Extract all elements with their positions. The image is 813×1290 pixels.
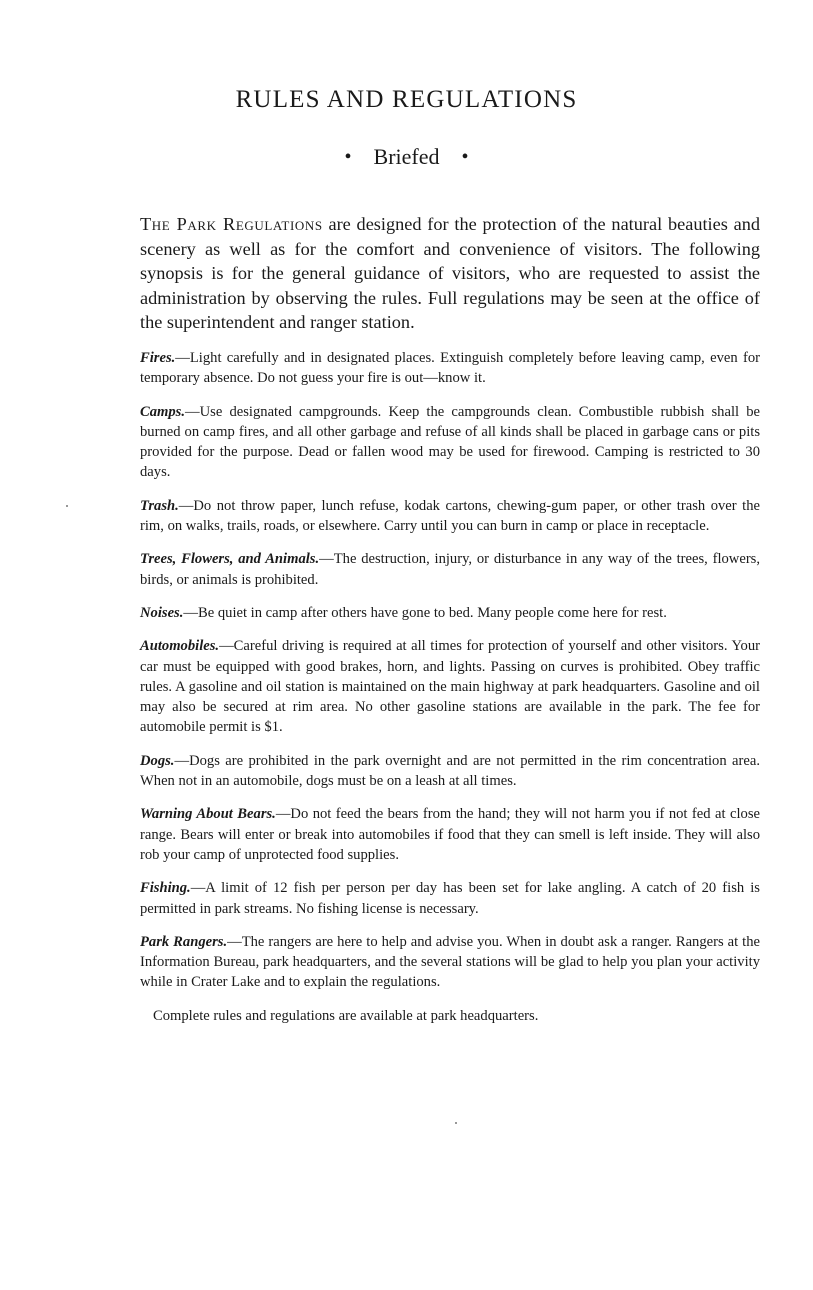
scan-speck	[66, 505, 68, 507]
page-subtitle	[0, 144, 813, 170]
rule-text: —A limit of 12 fish per person per day has been set for lake angling. A catch of 20 fish is permitted in park streams. No fishing license is necessary.	[140, 880, 760, 917]
rule-text: —Do not throw paper, lunch refuse, kodak cartons, chewing-gum paper, or other trash over the rim, on walks, trails, roads, or elsewhere. Carry until you can burn in camp or place in receptacle.	[140, 497, 760, 535]
rule-camps	[140, 402, 760, 483]
rule-text: —Light carefully and in designated places. Extinguish completely before leaving camp, even for temporary absence. Do not guess your fire is out—know it.	[140, 350, 760, 387]
rule-title: Fishing.	[140, 880, 191, 897]
rule-title: Trees, Flowers, and Animals.	[140, 551, 320, 568]
rule-text: —Use designated campgrounds. Keep the campgrounds clean. Combustible rubbish shall be burned on camp fires, and all other garbage and refuse of all kinds shall be placed in garbage cans or pits provided for the purpose. Dead or fallen wood may be used for firewood. Camping is restricted to 30 days.	[140, 403, 760, 481]
rule-text: —Careful driving is required at all times for protection of yourself and other visitors. Your car must be equipped with good brakes, horn, and lights. Passing on curves is prohibited. Obey traffic rules. A gasoline and oil station is maintained on the main highway at park headquarters. Gasoline and oil may also be secured at rim area. No other gasoline stations are available in the park. The fee for automobile permit is $1.	[140, 638, 760, 736]
rule-dogs	[140, 751, 760, 792]
rule-fishing	[140, 878, 760, 919]
rule-title: Automobiles.	[140, 638, 220, 655]
scan-speck	[455, 1122, 457, 1124]
intro-paragraph	[140, 212, 760, 335]
rule-trash	[140, 496, 760, 537]
rule-trees-flowers-animals	[140, 549, 760, 590]
rule-text: —Do not feed the bears from the hand; they will not harm you if not fed at close range. Bears will enter or break into automobiles if food that they can smell is left inside. They will also rob your camp of unprotected food supplies.	[140, 806, 760, 863]
page-title: RULES AND REGULATIONS	[235, 86, 578, 113]
intro-lead: The Park Regulations	[140, 214, 323, 234]
rule-title: Fires.	[140, 350, 176, 366]
rule-noises	[140, 603, 760, 623]
rule-title: Warning About Bears.	[140, 806, 276, 823]
rule-title: Camps.	[140, 403, 186, 420]
bullet-right: •	[461, 146, 469, 168]
rule-title: Park Rangers.	[140, 933, 228, 950]
subtitle-text: Briefed	[373, 144, 440, 169]
rule-text: —The rangers are here to help and advise you. When in doubt ask a ranger. Rangers at the Information Bureau, park headquarters, and the several stations will be glad to help you plan your activity while in Crater Lake and to explain the regulations.	[140, 933, 761, 991]
closing-note: Complete rules and regulations are available at park headquarters.	[153, 1007, 539, 1024]
rule-park-rangers	[140, 932, 760, 993]
rule-text: —Be quiet in camp after others have gone to bed. Many people come here for rest.	[183, 604, 667, 621]
rule-title: Dogs.	[140, 752, 175, 769]
rule-warning-about-bears	[140, 804, 760, 865]
rule-title: Trash.	[140, 497, 179, 514]
rule-fires	[140, 348, 760, 389]
rule-text: —The destruction, injury, or disturbance in any way of the trees, flowers, birds, or animals is prohibited.	[140, 551, 761, 588]
rules-list	[140, 348, 760, 1026]
intro-body: are designed for the protection of the natural beauties and scenery as well as for the comfort and convenience of visitors. The following synopsis is for the general guidance of visitors, who are requested to assist the administration by observing the rules. Full regulations may be seen at the office of the superintendent and ranger station.	[140, 214, 760, 332]
rule-automobiles	[140, 636, 760, 737]
bullet-left: •	[344, 146, 352, 168]
rule-title: Noises.	[140, 604, 184, 621]
rule-text: —Dogs are prohibited in the park overnight and are not permitted in the rim concentration area. When not in an automobile, dogs must be on a leash at all times.	[140, 752, 760, 790]
